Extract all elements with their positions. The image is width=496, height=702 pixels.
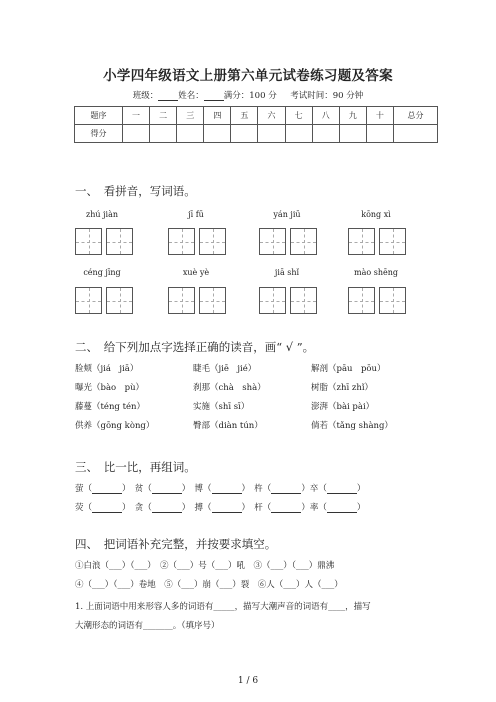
char-prefix: 荧（ <box>75 503 93 513</box>
answer-blank[interactable] <box>92 503 122 513</box>
fill-words-line-1[interactable]: ①白浪（___）（___） ②（___）号（___）吼 ③（___）（___）鼎沸 <box>75 561 335 571</box>
grid-cell[interactable] <box>168 228 195 255</box>
grid-cell[interactable] <box>75 228 102 255</box>
score-cell[interactable] <box>285 125 312 143</box>
reading-option[interactable]: 解剖（pāu pōu） <box>311 364 386 374</box>
char-prefix: ） 博（ <box>181 484 212 494</box>
score-header-cell: 六 <box>258 107 285 125</box>
name-label: 姓名： <box>178 91 204 101</box>
answer-blank[interactable] <box>271 484 301 494</box>
compare-row-1 <box>75 482 365 494</box>
writing-grid[interactable] <box>75 287 133 314</box>
grid-cell[interactable] <box>199 287 226 314</box>
reading-option[interactable]: 曝光（bào pù） <box>75 383 145 393</box>
grid-cell[interactable] <box>106 287 133 314</box>
reading-option[interactable]: 供养（gōng kòng） <box>75 421 155 431</box>
reading-option[interactable]: 倘若（tǎng shàng） <box>311 421 393 431</box>
pinyin-label: zhú jiàn <box>85 210 119 219</box>
reading-option[interactable]: 臀部（diàn tún） <box>193 421 263 431</box>
score-cell[interactable] <box>177 125 204 143</box>
grid-cell[interactable] <box>259 228 286 255</box>
question-1-line-1[interactable]: 1. 上面词语中用来形容人多的词语有_____，描写大潮声音的词语有____，描写 <box>75 602 371 612</box>
reading-option[interactable]: 树脂（zhī zhǐ） <box>311 383 374 393</box>
exam-time: 考试时间：90 分钟 <box>290 91 364 101</box>
reading-option[interactable]: 刹那（chà shà） <box>193 383 266 393</box>
char-suffix: ） <box>356 484 366 494</box>
pinyin-label: jiā shǐ <box>274 268 300 277</box>
answer-blank[interactable] <box>152 484 182 494</box>
name-blank[interactable] <box>204 91 224 101</box>
char-prefix: ） 搏（ <box>181 503 212 513</box>
grid-cell[interactable] <box>290 287 317 314</box>
score-header-cell: 二 <box>150 107 177 125</box>
score-cell[interactable] <box>204 125 231 143</box>
pinyin-label: jī fū <box>188 210 204 219</box>
fill-words-line-2[interactable]: ④（___）（___）卷地 ⑤（___）崩（___）裂 ⑥人（___）人（___） <box>75 580 343 590</box>
score-cell[interactable] <box>150 125 177 143</box>
section-2-heading: 二、 给下列加点字选择正确的读音，画“ √ ”。 <box>75 340 315 354</box>
pinyin-label: mào shēng <box>354 268 398 277</box>
char-prefix: ） 杵（ <box>241 484 272 494</box>
char-prefix: ）卒（ <box>301 484 327 494</box>
score-header-cell: 一 <box>123 107 150 125</box>
char-prefix: ）率（ <box>301 503 327 513</box>
score-header-cell: 十 <box>366 107 393 125</box>
class-label: 班级： <box>132 91 159 101</box>
score-cell[interactable] <box>123 125 150 143</box>
grid-cell[interactable] <box>348 287 375 314</box>
reading-option[interactable]: 藤蔓（téng tén） <box>75 402 145 412</box>
char-prefix: ） 贫（ <box>122 484 152 494</box>
reading-option[interactable]: 澎湃（bài pài） <box>311 402 375 412</box>
score-cell[interactable] <box>339 125 366 143</box>
grid-cell[interactable] <box>168 287 195 314</box>
score-cell[interactable] <box>394 125 438 143</box>
answer-blank[interactable] <box>327 484 357 494</box>
score-header-cell: 九 <box>339 107 366 125</box>
class-blank[interactable] <box>158 91 178 101</box>
score-cell[interactable] <box>366 125 393 143</box>
compare-row-2 <box>75 501 365 513</box>
score-header-cell: 题序 <box>75 107 123 125</box>
pinyin-label: yán jiū <box>273 210 301 219</box>
score-header-cell: 总分 <box>394 107 438 125</box>
writing-grid[interactable] <box>348 287 406 314</box>
grid-cell[interactable] <box>259 287 286 314</box>
score-header-cell: 八 <box>312 107 339 125</box>
writing-grid[interactable] <box>168 287 226 314</box>
grid-cell[interactable] <box>199 228 226 255</box>
section-1-heading: 一、 看拼音，写词语。 <box>75 184 196 198</box>
grid-cell[interactable] <box>348 228 375 255</box>
score-value-row <box>75 125 438 143</box>
score-header-cell: 四 <box>204 107 231 125</box>
section-4-heading: 四、 把词语补充完整，并按要求填空。 <box>75 537 277 551</box>
answer-blank[interactable] <box>212 503 242 513</box>
char-prefix: 萤（ <box>75 484 93 494</box>
page-number: 1 / 6 <box>237 676 259 686</box>
answer-blank[interactable] <box>92 484 122 494</box>
score-cell[interactable] <box>231 125 258 143</box>
exam-info <box>0 89 496 101</box>
score-header-row <box>75 107 438 125</box>
score-cell[interactable] <box>312 125 339 143</box>
section-3-heading: 三、 比一比，再组词。 <box>75 460 196 474</box>
char-prefix: ） 贪（ <box>122 503 152 513</box>
grid-cell[interactable] <box>379 228 406 255</box>
score-header-cell: 三 <box>177 107 204 125</box>
writing-grid[interactable] <box>259 287 317 314</box>
answer-blank[interactable] <box>152 503 182 513</box>
reading-option[interactable]: 脸颊（jiá jiā） <box>75 364 139 374</box>
full-score: 满分：100 分 <box>223 91 277 101</box>
char-suffix: ） <box>356 503 366 513</box>
reading-option[interactable]: 睫毛（jiē jié） <box>193 364 257 374</box>
writing-grid[interactable] <box>168 228 226 255</box>
score-table <box>74 106 438 143</box>
writing-grid[interactable] <box>259 228 317 255</box>
score-cell[interactable] <box>258 125 285 143</box>
pinyin-label: kōng xì <box>361 210 391 219</box>
score-row-label: 得分 <box>75 125 123 143</box>
grid-cell[interactable] <box>106 228 133 255</box>
pinyin-label: céng jīng <box>83 268 121 277</box>
pinyin-label: xuè yè <box>182 268 210 277</box>
char-prefix: ） 杆（ <box>241 503 272 513</box>
page-title: 小学四年级语文上册第六单元试卷练习题及答案 <box>103 68 393 84</box>
reading-option[interactable]: 实施（shī sī） <box>193 402 250 412</box>
writing-grid[interactable] <box>348 228 406 255</box>
score-header-cell: 七 <box>285 107 312 125</box>
answer-blank[interactable] <box>212 484 242 494</box>
grid-cell[interactable] <box>379 287 406 314</box>
grid-cell[interactable] <box>75 287 102 314</box>
answer-blank[interactable] <box>327 503 357 513</box>
writing-grid[interactable] <box>75 228 133 255</box>
question-1-line-2[interactable]: 大潮形态的词语有_______。（填序号） <box>75 621 220 631</box>
score-header-cell: 五 <box>231 107 258 125</box>
grid-cell[interactable] <box>290 228 317 255</box>
answer-blank[interactable] <box>271 503 301 513</box>
